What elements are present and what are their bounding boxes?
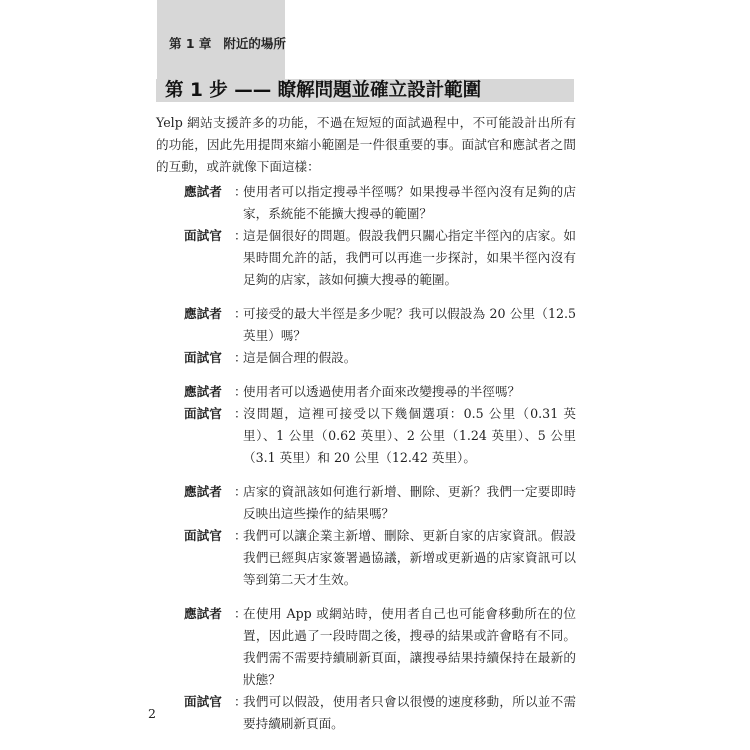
speaker-label: 應試者 (184, 306, 222, 321)
speaker-label: 應試者 (184, 184, 222, 199)
speaker-label: 面試官 (184, 350, 222, 365)
speaker-label: 應試者 (184, 384, 222, 399)
dialogue-turn: 面試官 ： 我們可以假設，使用者只會以很慢的速度移動，所以並不需要持續刷新頁面。 (184, 691, 576, 735)
utterance-text: 我們可以假設，使用者只會以很慢的速度移動，所以並不需要持續刷新頁面。 (243, 694, 576, 731)
utterance-text: 在使用 App 或網站時，使用者自己也可能會移動所在的位置，因此過了一段時間之後，搜尋的結果或許會略有不同。我們需不需要持續刷新頁面，讓搜尋結果持續保持在最新的狀態？ (243, 606, 576, 687)
chapter-title: 附近的場所 (223, 36, 286, 51)
dialogue (184, 181, 576, 735)
utterance-text: 店家的資訊該如何進行新增、刪除、更新？我們一定要即時反映出這些操作的結果嗎？ (243, 484, 576, 521)
speaker-label: 應試者 (184, 606, 222, 621)
utterance-text: 這是個合理的假設。 (243, 350, 357, 365)
speaker-label: 應試者 (184, 484, 222, 499)
dialogue-turn: 應試者 ： 店家的資訊該如何進行新增、刪除、更新？我們一定要即時反映出這些操作的結果嗎？ (184, 481, 576, 525)
speaker-label: 面試官 (184, 528, 222, 543)
dialogue-turn: 面試官 ： 我們可以讓企業主新增、刪除、更新自家的店家資訊。假設我們已經與店家簽署過協議，新增或更新過的店家資訊可以等到第二天才生效。 (184, 525, 576, 591)
section-title: 第 1 步 —— 瞭解問題並確立設計範圍 (165, 80, 482, 101)
dialogue-turn: 應試者 ： 可接受的最大半徑是多少呢？我可以假設為 20 公里（12.5 英里）嗎？ (184, 303, 576, 347)
utterance-text: 這是個很好的問題。假設我們只關心指定半徑內的店家。如果時間允許的話，我們可以再進一步探討，如果半徑內沒有足夠的店家，該如何擴大搜尋的範圍。 (243, 228, 576, 287)
speaker-label: 面試官 (184, 694, 222, 709)
dialogue-turn: 應試者 ： 使用者可以指定搜尋半徑嗎？如果搜尋半徑內沒有足夠的店家，系統能不能擴大搜尋的範圍？ (184, 181, 576, 225)
utterance-text: 沒問題，這裡可接受以下幾個選項：0.5 公里（0.31 英里）、1 公里（0.62 英里）、2 公里（1.24 英里）、5 公里（3.1 英里）和 20 公里（12.42 英里）。 (243, 406, 576, 465)
chapter-header-tab (157, 0, 285, 84)
intro-paragraph: Yelp 網站支援許多的功能，不過在短短的面試過程中，不可能設計出所有的功能，因此先用提問來縮小範圍是一件很重要的事。面試官和應試者之間的互動，或許就像下面這樣： (156, 115, 576, 174)
speaker-label: 面試官 (184, 228, 222, 243)
dialogue-turn: 面試官 ： 這是個合理的假設。 (184, 347, 576, 369)
dialogue-turn: 應試者 ： 在使用 App 或網站時，使用者自己也可能會移動所在的位置，因此過了一段時間之後，搜尋的結果或許會略有不同。我們需不需要持續刷新頁面，讓搜尋結果持續保持在最新的狀態？ (184, 603, 576, 691)
speaker-label: 面試官 (184, 406, 222, 421)
dialogue-turn: 面試官 ： 這是個很好的問題。假設我們只關心指定半徑內的店家。如果時間允許的話，我們可以再進一步探討，如果半徑內沒有足夠的店家，該如何擴大搜尋的範圍。 (184, 225, 576, 291)
dialogue-turn: 應試者 ： 使用者可以透過使用者介面來改變搜尋的半徑嗎？ (184, 381, 576, 403)
page-number: 2 (148, 706, 156, 721)
dialogue-turn: 面試官 ： 沒問題，這裡可接受以下幾個選項：0.5 公里（0.31 英里）、1 公里（0.62 英里）、2 公里（1.24 英里）、5 公里（3.1 英里）和 20 公里（12.42 英里）。 (184, 403, 576, 469)
chapter-number: 第 1 章 (169, 36, 212, 51)
utterance-text: 使用者可以透過使用者介面來改變搜尋的半徑嗎？ (243, 384, 521, 399)
utterance-text: 可接受的最大半徑是多少呢？我可以假設為 20 公里（12.5 英里）嗎？ (243, 306, 576, 343)
utterance-text: 使用者可以指定搜尋半徑嗎？如果搜尋半徑內沒有足夠的店家，系統能不能擴大搜尋的範圍？ (243, 184, 576, 221)
utterance-text: 我們可以讓企業主新增、刪除、更新自家的店家資訊。假設我們已經與店家簽署過協議，新增或更新過的店家資訊可以等到第二天才生效。 (243, 528, 576, 587)
